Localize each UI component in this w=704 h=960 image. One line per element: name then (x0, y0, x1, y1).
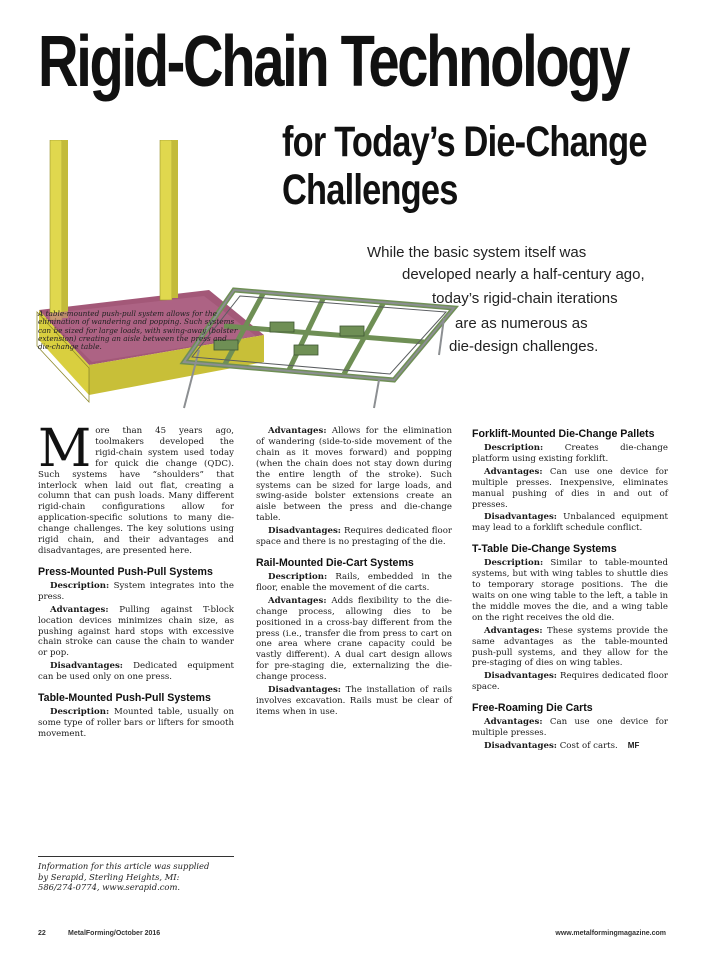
section-heading: Table-Mounted Push-Pull Systems (38, 692, 211, 705)
section-heading: Rail-Mounted Die-Cart Systems (256, 556, 414, 569)
section-paragraph (38, 581, 234, 603)
advantages-label: Advantages: (50, 604, 109, 615)
description-label: Description: (484, 443, 544, 453)
advantages-text: Adds flexibility to the die-change process, allowing dies to be positioned in a cross-bay different from the press (i.e., transfer die from press to cart on one area where crane capacity could be vastly different). A dual cart design allows for pre-staging die, externalizing the die-change process. (256, 595, 452, 683)
disadvantages-text: Unbalanced equipment may lead to a forklift schedule conflict. (472, 512, 668, 534)
intro-text: ore than 45 years ago, toolmakers developed the rigid-chain system used today for quick die change (QDC). Such systems have “shoulders” that interlock when laid out flat, creating a column that can push loads. Many different rigid-chain configurations allow for application-specific solutions to many die-change challenges. The key solutions using rigid chain, and their advantages and disadvantages, are presented here. (38, 426, 234, 556)
credit-line: Information for this article was supplied (38, 861, 210, 871)
footer-page-number: 22 (38, 930, 46, 937)
section-heading: Free-Roaming Die Carts (472, 702, 593, 715)
description-text: System integrates into the press. (38, 580, 234, 602)
description-label: Description: (268, 571, 328, 582)
article-column-3 (472, 426, 668, 754)
advantages-label: Advantages: (268, 595, 327, 606)
article-column-2 (256, 426, 452, 720)
footer-issue: MetalForming/October 2016 (68, 930, 161, 937)
section-paragraph (256, 572, 452, 594)
advantages-text: Can use one device for multiple presses. (472, 717, 668, 739)
description-text: Mounted table, usually on some type of roller bars or lifters for smooth movement. (38, 707, 234, 739)
section-paragraph (472, 671, 668, 693)
disadvantages-text: Requires dedicated floor space and there is no prestaging of the die. (256, 526, 452, 548)
disadvantages-label: Disadvantages: (484, 740, 557, 751)
figure-caption: A table-mounted push-pull system allows for the elimination of wandering and popping. Such systems can be sized for large loads, with swing-away (bolster extension) creating an aisle between the press and die-change table. (38, 309, 238, 352)
advantages-text: Pulling against T-block location devices minimizes chain size, as pushing against hard stops with excessive chain stroke can cause the chain to wander or pop. (38, 604, 234, 659)
intro-paragraph (38, 419, 234, 557)
dropcap: M (38, 419, 92, 479)
section-paragraph (472, 558, 668, 623)
advantages-text: Can use one device for multiple presses. Inexpensive, eliminates manual pushing of dies in and out of presses. (472, 466, 668, 510)
disadvantages-text: Cost of carts. (559, 740, 618, 751)
advantages-text: These systems provide the same advantages as the table-mounted push-pull systems, and they allow for the pre-staging of dies on wing tables. (472, 625, 668, 669)
section-paragraph (472, 512, 668, 534)
disadvantages-label: Disadvantages: (268, 526, 341, 537)
deck-line: die-design challenges. (449, 338, 599, 355)
description-label: Description: (50, 580, 110, 591)
deck-line: While the basic system itself was (367, 244, 587, 261)
section-paragraph (256, 596, 452, 683)
section-paragraph (256, 426, 452, 524)
section-paragraph (472, 717, 668, 739)
disadvantages-label: Disadvantages: (484, 512, 557, 523)
section-paragraph (256, 526, 452, 548)
subtitle-line: for Today’s Die-Change (282, 118, 647, 166)
section-paragraph (38, 707, 234, 740)
disadvantages-text: The installation of rails involves excavation. Rails must be clear of items when in use. (256, 685, 453, 717)
description-text: Rails, embedded in the floor, enable the movement of die carts. (256, 571, 452, 593)
credit-line: 586/274-0774, www.serapid.com. (38, 882, 181, 893)
credit-line: by Serapid, Sterling Heights, MI: (38, 871, 180, 882)
section-paragraph (38, 605, 234, 660)
advantages-label: Advantages: (484, 625, 543, 636)
section-paragraph (38, 661, 234, 683)
advantages-label: Advantages: (484, 466, 543, 477)
advantages-text: Allows for the elimination of wandering (side-to-side movement of the chain as it moves forward) and popping (when the chain does not stay down during the entire length of the stroke). Such systems can be sized for large loads, and swing-aside bolster extensions create an aisle between the press and die-change table. (256, 426, 452, 524)
disadvantages-label: Disadvantages: (484, 671, 557, 682)
section-paragraph (472, 467, 668, 511)
advantages-label: Advantages: (268, 426, 327, 436)
article-column-1 (38, 419, 235, 742)
section-paragraph (256, 685, 452, 718)
deck-line: today’s rigid-chain iterations (432, 290, 618, 307)
deck-line: developed nearly a half-century ago, (402, 266, 645, 283)
article-title: Rigid-Chain Technology (38, 22, 629, 102)
section-paragraph (472, 741, 668, 752)
subtitle-line: Challenges (282, 166, 458, 214)
press-body (37, 140, 264, 410)
article-credit (38, 856, 234, 893)
section-paragraph (472, 626, 668, 670)
footer-url: www.metalformingmagazine.com (555, 930, 666, 937)
deck-line: are as numerous as (455, 315, 588, 332)
rigid-chain-system-illustration (34, 140, 464, 410)
advantages-label: Advantages: (484, 717, 543, 728)
disadvantages-text: Requires dedicated floor space. (472, 671, 668, 693)
end-mark: MF (627, 740, 640, 750)
disadvantages-label: Disadvantages: (268, 685, 341, 696)
description-text: Creates die-change platform using existing forklift. (472, 443, 669, 464)
section-heading: T-Table Die-Change Systems (472, 543, 617, 556)
disadvantages-label: Disadvantages: (50, 661, 123, 672)
description-label: Description: (50, 707, 110, 718)
description-text: Similar to table-mounted systems, but with wing tables to shuttle dies to temporary storage positions. The die waits on one wing table to the left, a table in the middle moves the die, and a wing table on the right receives the old die. (472, 558, 668, 623)
description-label: Description: (484, 558, 544, 569)
disadvantages-text: Dedicated equipment can be used only on one press. (38, 661, 235, 683)
section-heading: Forklift-Mounted Die-Change Pallets (472, 428, 655, 440)
section-heading: Press-Mounted Push-Pull Systems (38, 565, 213, 578)
section-paragraph (472, 443, 668, 465)
